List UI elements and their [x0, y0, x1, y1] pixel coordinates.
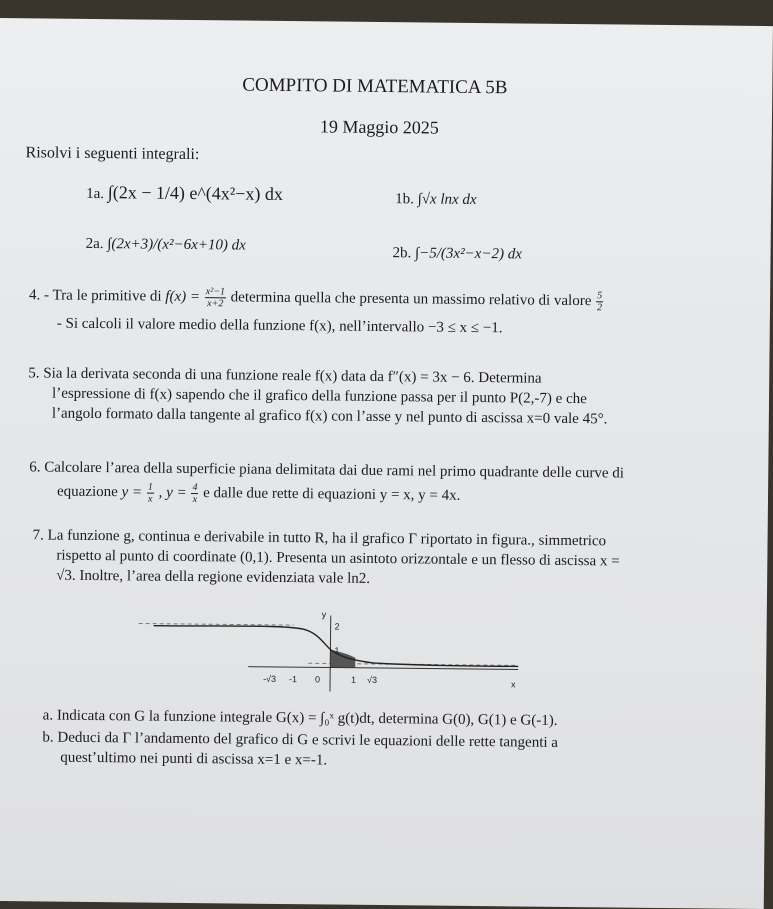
question-5-line-2: l’espressione di f(x) sapendo che il grafico della funzione passa per il punto P(2,-7) e che	[51, 385, 587, 408]
question-7b-line-2: quest’ultimo nei punti di ascissa x=1 e x=-1.	[60, 749, 328, 769]
q6-numerator-1: 1	[147, 481, 153, 493]
q4-max-denominator: 2	[597, 302, 603, 314]
x-axis-label: x	[510, 679, 516, 690]
integral-1a-label: 1a.	[86, 185, 105, 203]
exam-date: 19 Maggio 2025	[319, 116, 439, 138]
q6-lines: e dalle due rette di equazioni y = x, y = 4x.	[203, 485, 461, 504]
q4-function: f(x) =	[165, 288, 201, 306]
asymptote-y2	[139, 623, 294, 625]
x-tick-minus-1: -1	[289, 674, 298, 685]
x-tick-minus-sqrt3: -√3	[263, 673, 277, 684]
y-axis	[330, 615, 331, 691]
question-6-line-1: 6. Calcolare l’area della superficie piana delimitata dai due rami nel primo quadrante delle curve di	[29, 459, 625, 482]
exam-sheet	[0, 18, 773, 909]
q6-denominator-2: x	[192, 494, 198, 506]
y-tick-1: 1	[334, 645, 340, 656]
integral-1a-expression: ∫(2x − 1/4) e^(4x²−x) dx	[107, 182, 283, 204]
q6-equation-label: equazione	[56, 483, 118, 501]
integral-2b-label: 2b.	[392, 245, 412, 262]
question-5-line-1: 5. Sia la derivata seconda di una funzione reale f(x) data da f″(x) = 3x − 6. Determina	[28, 365, 542, 387]
x-tick-0: 0	[315, 674, 321, 685]
question-7-line-2: rispetto al punto di coordinate (0,1). Presenta un asintoto orizzontale e un flesso di ascissa x =	[56, 547, 620, 570]
q4-intro: 4. - Tra le primitive di	[29, 287, 162, 305]
question-7a: a. Indicata con G la funzione integrale G(x) = ∫₀ˣ g(t)dt, determina G(0), G(1) e G(-1).	[42, 707, 558, 729]
question-6-line-2	[57, 481, 461, 508]
q6-fraction-2	[191, 482, 198, 505]
integral-2b-expression: ∫−5/(3x²−x−2) dx	[414, 245, 522, 263]
question-7b-line-1: b. Deduci da Γ l’andamento del grafico di G e scrivi le equazioni delle rette tangenti a	[42, 729, 559, 751]
question-5-line-3: l’angolo formato dalla tangente al grafico f(x) con l’asse y nel punto di ascissa x=0 vale 45°.	[51, 405, 608, 428]
instructions: Risolvi i seguenti integrali:	[25, 144, 200, 164]
question-4-line-2: - Si calcoli il valore medio della funzione f(x), nell’intervallo −3 ≤ x ≤ −1.	[56, 315, 503, 337]
y-tick-2: 2	[334, 621, 340, 632]
y-axis-label: y	[321, 609, 327, 620]
q4-numerator: x²−1	[205, 286, 226, 298]
integral-1b-label: 1b.	[395, 191, 414, 208]
q6-denominator-1: x	[148, 493, 153, 505]
question-7-line-3: √3. Inoltre, l’area della regione evidenziata vale ln2.	[56, 567, 371, 587]
integral-1b	[395, 190, 477, 209]
q6-numerator-2: 4	[192, 482, 198, 494]
integral-1a	[86, 183, 283, 205]
q4-fraction	[205, 286, 226, 309]
q6-fraction-1	[147, 482, 154, 505]
x-tick-sqrt3: √3	[367, 674, 378, 685]
x-tick-1: 1	[351, 674, 357, 685]
integral-2a-expression: ∫(2x+3)/(x²−6x+10) dx	[107, 236, 246, 254]
x-axis	[248, 667, 518, 670]
q4-task: determina quella che presenta un massimo relativo di valore	[230, 289, 592, 310]
integral-1b-expression: ∫√x lnx dx	[417, 191, 477, 209]
q4-denominator: x+2	[207, 298, 224, 310]
q6-curve-2: , y =	[158, 484, 187, 501]
q6-curve-1: y =	[121, 484, 143, 501]
integral-2b	[392, 244, 522, 263]
integral-2a-label: 2a.	[85, 235, 104, 253]
q4-max-numerator: 5	[597, 290, 603, 302]
exam-title: COMPITO DI MATEMATICA 5B	[242, 74, 508, 99]
q4-max-value	[596, 290, 603, 313]
question-4-line-1	[29, 284, 604, 313]
question-7-line-1: 7. La funzione g, continua e derivabile in tutto R, ha il grafico Γ riportato in figura., simmetrico	[32, 527, 607, 550]
function-graph	[133, 601, 534, 701]
integral-2a	[86, 235, 246, 255]
